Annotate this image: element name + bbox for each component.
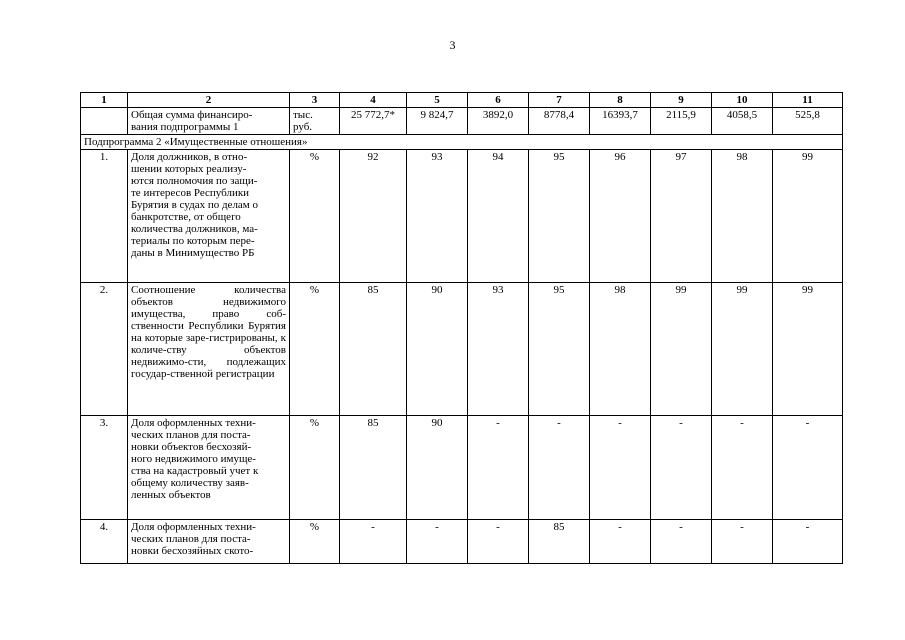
value-cell: - [773, 520, 843, 564]
value-cell: 93 [468, 283, 529, 416]
value-cell: - [712, 520, 773, 564]
value-cell: - [651, 416, 712, 520]
column-header: 6 [468, 93, 529, 108]
row-number: 1. [81, 150, 128, 283]
value-cell: 99 [773, 150, 843, 283]
column-header: 3 [290, 93, 340, 108]
column-header: 9 [651, 93, 712, 108]
row-name: Общая сумма финансиро- вания подпрограммы 1 [128, 108, 290, 135]
value-cell: 98 [712, 150, 773, 283]
value-cell: - [340, 520, 407, 564]
value-cell: 4058,5 [712, 108, 773, 135]
value-cell: - [468, 416, 529, 520]
column-header: 8 [590, 93, 651, 108]
value-cell: 92 [340, 150, 407, 283]
total-financing-row [81, 108, 843, 135]
row-name: Доля оформленных техни- ческих планов для поста- новки бесхозяйных ското- [128, 520, 290, 564]
value-cell: 3892,0 [468, 108, 529, 135]
value-cell: 9 824,7 [407, 108, 468, 135]
value-cell: 90 [407, 283, 468, 416]
value-cell: 94 [468, 150, 529, 283]
table-row [81, 416, 843, 520]
value-cell: 97 [651, 150, 712, 283]
column-number-row [81, 93, 843, 108]
value-cell: 2115,9 [651, 108, 712, 135]
column-header: 11 [773, 93, 843, 108]
value-cell: 95 [529, 150, 590, 283]
value-cell: - [407, 520, 468, 564]
value-cell: - [468, 520, 529, 564]
value-cell: 85 [340, 416, 407, 520]
row-name: Доля должников, в отно- шении которых реализу- ются полномочия по защи- те интересов Республики Бурятия в судах по делам о банкротстве, от общего количества должников, ма- териалы по которым пере- даны в Минимущество РБ [128, 150, 290, 283]
row-unit: % [290, 416, 340, 520]
value-cell: 16393,7 [590, 108, 651, 135]
row-number: 3. [81, 416, 128, 520]
value-cell: 8778,4 [529, 108, 590, 135]
table-row [81, 520, 843, 564]
value-cell: 95 [529, 283, 590, 416]
value-cell: 93 [407, 150, 468, 283]
row-name: Доля оформленных техни- ческих планов для поста- новки объектов бесхозяй- ного недвижимого имуще- ства на кадастровый учет к общему количеству заяв- ленных объектов [128, 416, 290, 520]
row-unit: % [290, 520, 340, 564]
column-header: 4 [340, 93, 407, 108]
value-cell: 99 [712, 283, 773, 416]
value-cell: - [773, 416, 843, 520]
row-number [81, 108, 128, 135]
value-cell: 99 [651, 283, 712, 416]
row-number: 4. [81, 520, 128, 564]
page-number: 3 [449, 38, 456, 52]
value-cell: 98 [590, 283, 651, 416]
column-header: 5 [407, 93, 468, 108]
value-cell: 96 [590, 150, 651, 283]
row-name: Соотношение количества объектов недвижимого имущества, право соб-ственности Республики Бурятия на которые заре-гистрированы, к количе-ству объектов недвижимо-сти, подлежащих государ-ственной регистрации [128, 283, 290, 416]
row-number: 2. [81, 283, 128, 416]
row-unit: тыс. руб. [290, 108, 340, 135]
value-cell: - [651, 520, 712, 564]
table-row [81, 150, 843, 283]
column-header: 10 [712, 93, 773, 108]
value-cell: 85 [529, 520, 590, 564]
value-cell: - [590, 520, 651, 564]
value-cell: 25 772,7* [340, 108, 407, 135]
value-cell: 90 [407, 416, 468, 520]
value-cell: - [529, 416, 590, 520]
row-unit: % [290, 283, 340, 416]
value-cell: - [712, 416, 773, 520]
column-header: 1 [81, 93, 128, 108]
value-cell: - [590, 416, 651, 520]
subprogram-title: Подпрограмма 2 «Имущественные отношения» [81, 135, 843, 150]
value-cell: 85 [340, 283, 407, 416]
table-row [81, 283, 843, 416]
subprogram-row [81, 135, 843, 150]
column-header: 7 [529, 93, 590, 108]
column-header: 2 [128, 93, 290, 108]
indicators-table [80, 92, 843, 564]
value-cell: 99 [773, 283, 843, 416]
row-unit: % [290, 150, 340, 283]
value-cell: 525,8 [773, 108, 843, 135]
